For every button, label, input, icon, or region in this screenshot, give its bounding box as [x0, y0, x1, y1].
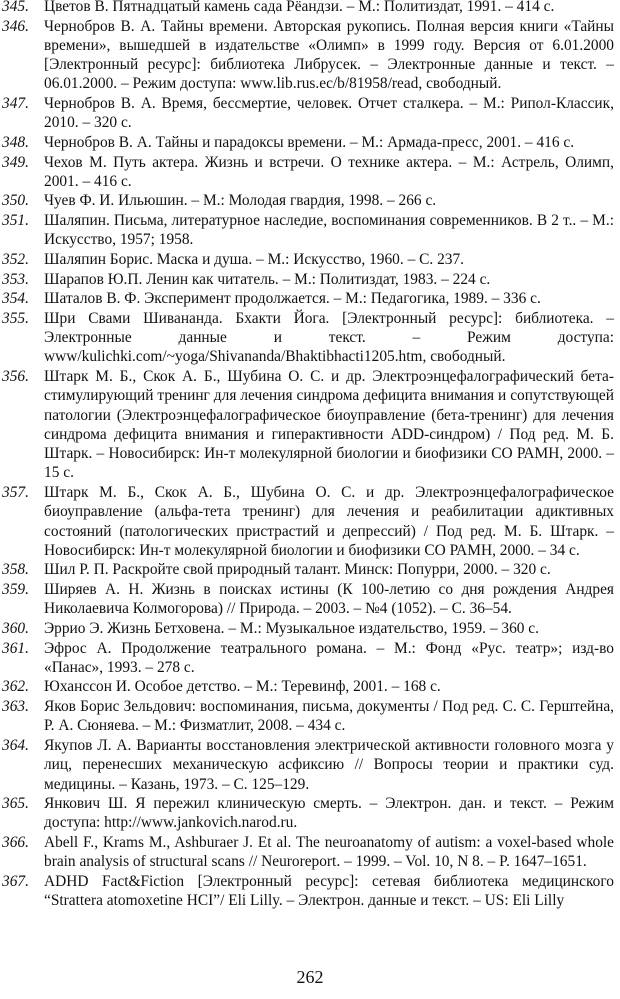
reference-item: [0, 250, 620, 269]
reference-number: 362.: [2, 678, 29, 696]
reference-text: Чернобров В. А. Время, бессмертие, человек. Отчет сталкера. – М.: Рипол-Классик, 2010. – 320 с.: [44, 95, 614, 132]
reference-number: 365.: [2, 795, 29, 813]
reference-text: Шаталов В. Ф. Эксперимент продолжается. – М.: Педагогика, 1989. – 336 с.: [44, 290, 541, 308]
reference-text: Шаляпин. Письма, литературное наследие, воспоминания современников. В 2 т.. – М.: Искусство, 1957; 1958.: [44, 212, 614, 249]
reference-number: 363.: [2, 698, 29, 716]
reference-number: 354.: [2, 290, 29, 308]
reference-number: 348.: [2, 133, 29, 151]
reference-item: [0, 872, 620, 911]
reference-number: 349.: [2, 153, 29, 171]
reference-number: 345.: [2, 0, 29, 15]
reference-item: [0, 794, 620, 833]
reference-text: Яков Борис Зельдович: воспоминания, письма, документы / Под ред. С. С. Герштейна, Р. А. Сюняева. – М.: Физматлит, 2008. – 434 с.: [44, 698, 614, 735]
reference-text: Цветов В. Пятнадцатый камень сада Рёандзи. – М.: Политиздат, 1991. – 414 с.: [44, 0, 555, 15]
reference-number: 355.: [2, 309, 29, 327]
reference-text: Эррио Э. Жизнь Бетховена. – М.: Музыкальное издательство, 1959. – 360 с.: [44, 619, 539, 637]
reference-number: 359.: [2, 581, 29, 599]
reference-number: 352.: [2, 250, 29, 268]
reference-item: [0, 191, 620, 210]
reference-item: [0, 677, 620, 696]
reference-item: [0, 833, 620, 872]
reference-number: 351.: [2, 212, 29, 230]
reference-item: [0, 619, 620, 638]
reference-text: ADHD Fact&Fiction [Электронный ресурс]: сетевая библиотека медицинского “Strattera atomoxetine HCI”/ Eli Lilly. – Электрон. данные и текст. – US: Eli Lilly: [44, 872, 614, 910]
reference-text: Шаляпин Борис. Маска и душа. – М.: Искусство, 1960. – С. 237.: [44, 250, 465, 268]
reference-text: Штарк М. Б., Скок А. Б., Шубина О. С. и др. Электроэнцефалографический бета-стимулирующий тренинг для лечения синдрома дефицита внимания и сопутствующей патологии (Электроэнцефалографическое биоуправление (бета-тренинг) для лечения синдрома дефицита внимания и гиперактивности ADD-синдром) / Под ред. М. Б. Штарк. – Новосибирск: Ин-т молекулярной биологии и биофизики СО РАМН, 2000. – 15 с.: [44, 367, 614, 482]
reference-number: 347.: [2, 95, 29, 113]
reference-item: [0, 94, 620, 133]
reference-number: 364.: [2, 736, 29, 754]
reference-text: Чуев Ф. И. Ильюшин. – М.: Молодая гвардия, 1998. – 266 с.: [44, 192, 437, 210]
reference-number: 358.: [2, 561, 29, 579]
reference-text: Штарк М. Б., Скок А. Б., Шубина О. С. и др. Электроэнцефалографическое биоуправление (альфа-тета тренинг) для лечения и реабилитации адиктивных состояний (патологических пристрастий и депрессий) / Под ред. М. Б. Штарк. – Новосибирск: Ин-т молекулярной биологии и биофизики СО РАМН, 2000. – 34 с.: [44, 483, 614, 559]
reference-text: Юханссон И. Особое детство. – М.: Теревинф, 2001. – 168 с.: [44, 678, 441, 696]
reference-text: Шарапов Ю.П. Ленин как читатель. – М.: Политиздат, 1983. – 224 с.: [44, 270, 491, 288]
reference-text: Чехов М. Путь актера. Жизнь и встречи. О технике актера. – М.: Астрель, Олимп, 2001. – 416 с.: [44, 153, 614, 190]
reference-item: [0, 580, 620, 619]
reference-item: [0, 639, 620, 678]
reference-item: [0, 0, 620, 16]
reference-item: [0, 736, 620, 794]
reference-item: [0, 211, 620, 250]
reference-text: Эфрос А. Продолжение театрального романа. – М.: Фонд «Рус. театр»; изд-во «Панас», 1993. – 278 с.: [44, 639, 614, 676]
reference-text: Чернобров В. А. Тайны времени. Авторская рукопись. Полная версия книги «Тайны времени», вышедшей в издательстве «Олимп» в 1999 году. Версия от 6.01.2000 [Электронный ресурс]: библиотека Либрусек. – Электронные данные и текст. – 06.01.2000. – Режим доступа: www.lib.rus.ec/b/81958/read, свободный.: [44, 17, 614, 93]
reference-item: [0, 483, 620, 560]
reference-item: [0, 309, 620, 367]
reference-text: Янкович Ш. Я пережил клиническую смерть. – Электрон. дан. и текст. – Режим доступа: http://www.jankovich.narod.ru.: [44, 795, 614, 832]
reference-text: Чернобров В. А. Тайны и парадоксы времени. – М.: Армада-пресс, 2001. – 416 с.: [44, 133, 575, 151]
reference-item: [0, 289, 620, 308]
reference-number: 367.: [2, 872, 29, 890]
reference-number: 361.: [2, 639, 29, 657]
reference-number: 357.: [2, 483, 29, 501]
reference-item: [0, 17, 620, 94]
reference-item: [0, 153, 620, 192]
reference-item: [0, 560, 620, 579]
reference-number: 366.: [2, 834, 29, 851]
reference-text: Abell F., Krams M., Ashburaer J. Et al. The neuroanatomy of autism: a voxel-based whole brain analysis of structural scans // Neuroreport. – 1999. – Vol. 10, N 8. – P. 1647–1651.: [44, 834, 614, 871]
reference-number: 346.: [2, 17, 29, 35]
reference-item: [0, 697, 620, 736]
reference-number: 350.: [2, 192, 29, 210]
reference-item: [0, 270, 620, 289]
reference-item: [0, 133, 620, 152]
page-number: 262: [296, 967, 324, 987]
reference-number: 356.: [2, 367, 29, 385]
reference-text: Шил Р. П. Раскройте свой природный талант. Минск: Попурри, 2000. – 320 с.: [44, 561, 551, 579]
reference-number: 360.: [2, 619, 29, 637]
reference-text: Якупов Л. А. Варианты восстановления электрической активности головного мозга у лиц, перенесших механическую асфиксию // Вопросы теории и практики суд. медицины. – Казань, 1973. – С. 125–129.: [44, 736, 614, 793]
reference-number: 353.: [2, 270, 29, 288]
reference-text: Ширяев А. Н. Жизнь в поисках истины (К 100-летию со дня рождения Андрея Николаевича Колмогорова) // Природа. – 2003. – №4 (1052). – С. 36–54.: [44, 581, 614, 618]
reference-text: Шри Свами Шивананда. Бхакти Йога. [Электронный ресурс]: библиотека. – Электронные данные и текст. – Режим доступа: www/kulichki.com/~yoga/Shivananda/Bhaktibhacti1205.htm, свободный.: [44, 309, 614, 366]
reference-item: [0, 367, 620, 483]
